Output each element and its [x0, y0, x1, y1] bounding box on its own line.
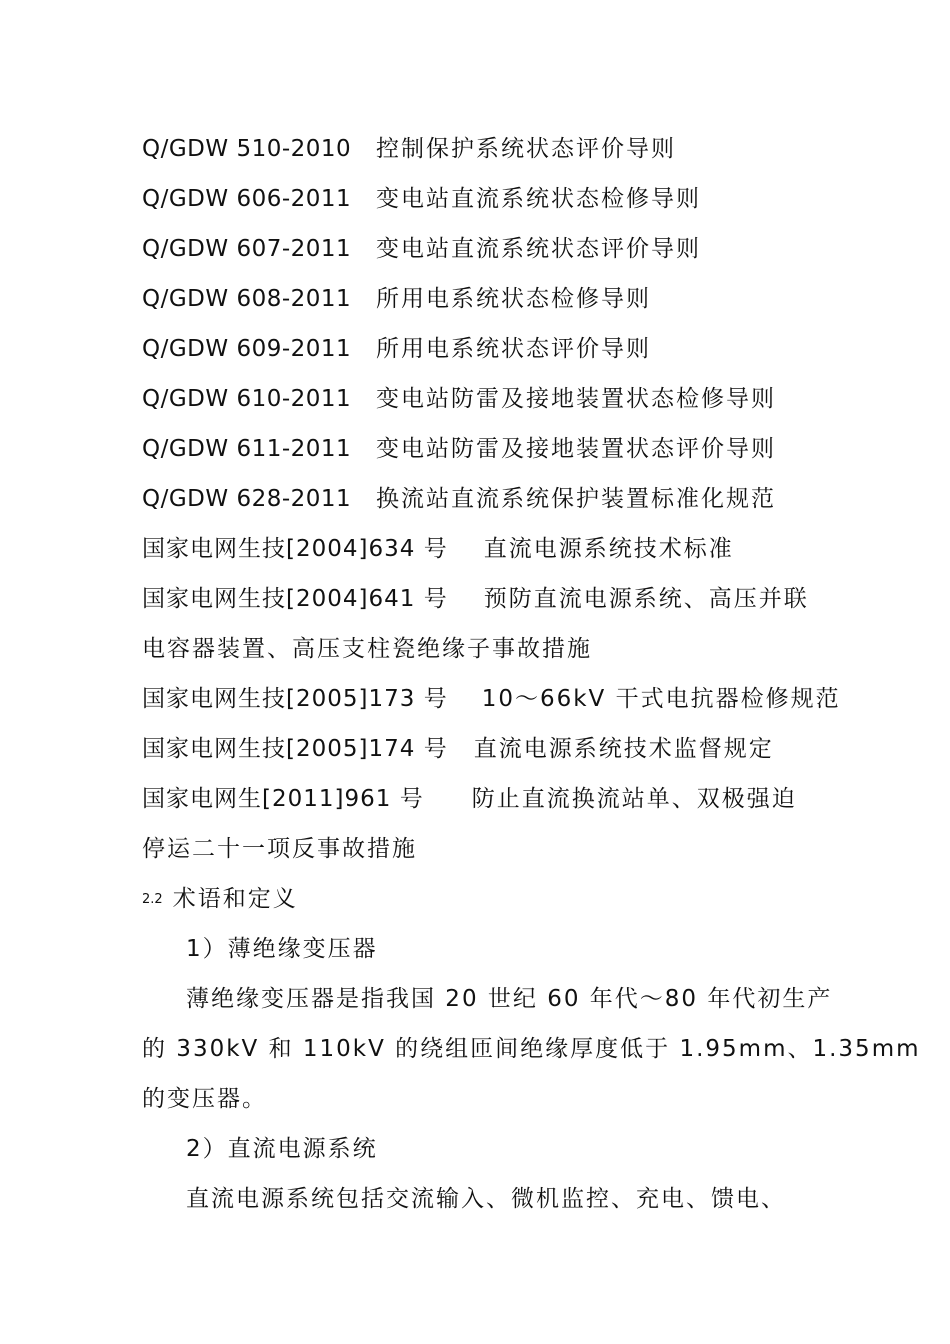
standard-code: Q/GDW 607-2011: [142, 236, 352, 262]
reference-title: 防止直流换流站单、双极强迫: [471, 786, 797, 812]
standard-code: Q/GDW 608-2011: [142, 286, 352, 312]
term-heading: 2）直流电源系统: [186, 1136, 378, 1162]
reference-code: 国家电网生技[2004]641 号: [142, 586, 448, 612]
standard-code: Q/GDW 609-2011: [142, 336, 352, 362]
term-body-line: 薄绝缘变压器是指我国 20 世纪 60 年代～80 年代初生产: [186, 986, 833, 1012]
reference-code: 国家电网生[2011]961 号: [142, 786, 424, 812]
standard-title: 控制保护系统状态评价导则: [376, 136, 676, 162]
standard-title: 所用电系统状态检修导则: [376, 286, 651, 312]
reference-continuation: [142, 634, 592, 664]
reference-title-continuation: 停运二十一项反事故措施: [142, 836, 417, 862]
standard-title: 变电站直流系统状态评价导则: [376, 236, 701, 262]
section-title: 术语和定义: [172, 886, 298, 912]
reference-row: [142, 584, 809, 614]
standard-title: 变电站防雷及接地装置状态评价导则: [376, 436, 776, 462]
standard-code: Q/GDW 606-2011: [142, 186, 352, 212]
reference-title: 预防直流电源系统、高压并联: [483, 586, 809, 612]
term-body-line: 直流电源系统包括交流输入、微机监控、充电、馈电、: [186, 1186, 786, 1212]
reference-row: [142, 734, 774, 764]
standard-code: Q/GDW 610-2011: [142, 386, 352, 412]
standard-row: [142, 284, 651, 314]
reference-title-continuation: 电容器装置、高压支柱瓷绝缘子事故措施: [142, 636, 592, 662]
standard-title: 换流站直流系统保护装置标准化规范: [376, 486, 776, 512]
reference-code: 国家电网生技[2005]173 号: [142, 686, 448, 712]
standard-code: Q/GDW 628-2011: [142, 486, 352, 512]
standard-code: Q/GDW 611-2011: [142, 436, 352, 462]
reference-row: [142, 684, 841, 714]
standard-row: [142, 434, 776, 464]
reference-code: 国家电网生技[2005]174 号: [142, 736, 448, 762]
standard-row: [142, 134, 676, 164]
section-heading: [142, 884, 298, 915]
term-body-line: 的 330kV 和 110kV 的绕组匝间绝缘厚度低于 1.95mm、1.35mm: [142, 1036, 921, 1062]
reference-title: 10～66kV 干式电抗器检修规范: [481, 686, 841, 712]
reference-title: 直流电源系统技术标准: [483, 536, 734, 562]
standard-row: [142, 184, 701, 214]
reference-title: 直流电源系统技术监督规定: [473, 736, 774, 762]
term-body-line: 的变压器。: [142, 1086, 267, 1112]
standard-row: [142, 334, 651, 364]
standard-row: [142, 384, 776, 414]
reference-continuation: [142, 834, 417, 864]
reference-code: 国家电网生技[2004]634 号: [142, 536, 448, 562]
term-heading: 1）薄绝缘变压器: [186, 936, 378, 962]
standard-row: [142, 484, 776, 514]
standard-title: 所用电系统状态评价导则: [376, 336, 651, 362]
standard-title: 变电站防雷及接地装置状态检修导则: [376, 386, 776, 412]
section-number: 2.2: [142, 892, 163, 907]
standard-title: 变电站直流系统状态检修导则: [376, 186, 701, 212]
standard-row: [142, 234, 701, 264]
standard-code: Q/GDW 510-2010: [142, 136, 352, 162]
reference-row: [142, 534, 734, 564]
reference-row: [142, 784, 797, 814]
